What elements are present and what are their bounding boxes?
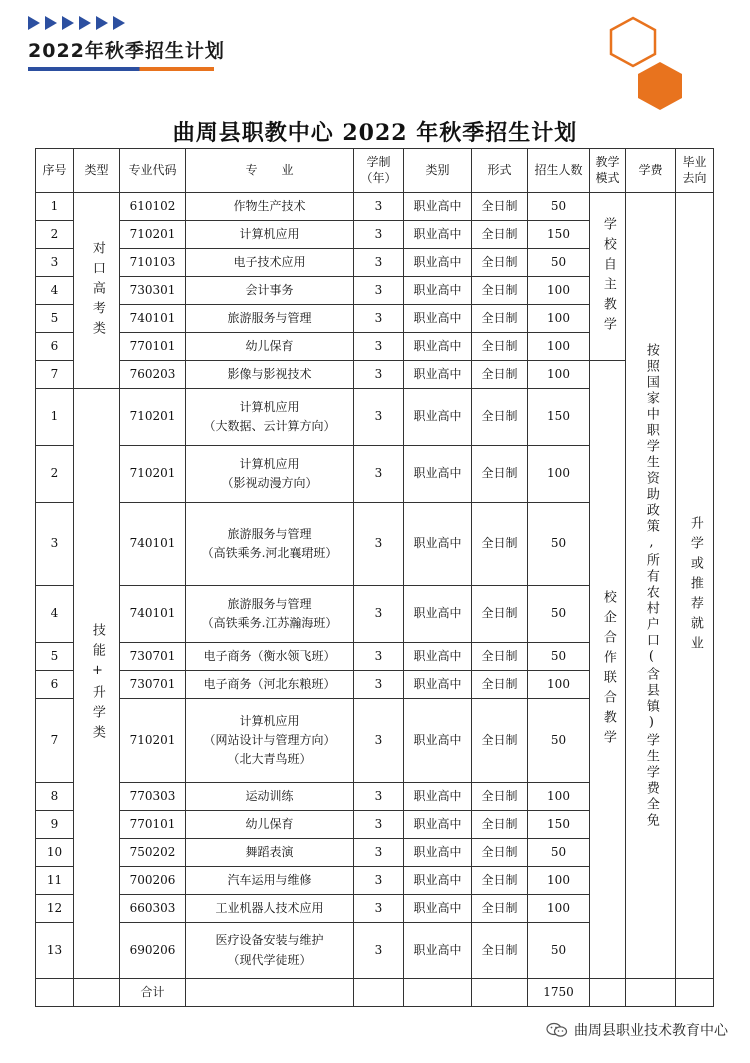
header-destination [676,149,714,193]
row-major-line: 幼儿保育 [245,816,294,831]
banner [28,16,225,71]
row-seq: 13 [36,923,74,979]
row-kind: 职业高中 [404,249,472,277]
total-empty [404,979,472,1007]
total-empty [74,979,120,1007]
row-major [186,305,354,333]
row-kind: 职业高中 [404,503,472,586]
row-seq: 9 [36,811,74,839]
row-code: 750202 [120,839,186,867]
total-empty [590,979,626,1007]
row-count: 50 [528,193,590,221]
row-form: 全日制 [472,586,528,643]
row-major [186,586,354,643]
row-major-line: 计算机应用 [239,713,300,728]
wechat-icon [546,1022,568,1038]
row-form: 全日制 [472,643,528,671]
row-count: 50 [528,923,590,979]
row-code: 710201 [120,446,186,503]
row-form: 全日制 [472,333,528,361]
fee-policy: 按照国家中职学生资助政策,所有农村户口(含县镇)学生学费全免 [643,342,659,829]
arrow-icon [79,16,91,30]
row-years: 3 [354,699,404,783]
header-mode-line1: 教学 [595,154,620,169]
total-empty [472,979,528,1007]
row-kind: 职业高中 [404,361,472,389]
row-years: 3 [354,867,404,895]
row-seq: 6 [36,333,74,361]
row-major [186,895,354,923]
row-major-line: （高铁乘务.江苏瀚海班） [201,616,338,630]
row-major [186,643,354,671]
row-major [186,389,354,446]
row-code: 740101 [120,586,186,643]
header-seq: 序号 [36,149,74,193]
row-major [186,249,354,277]
row-kind: 职业高中 [404,221,472,249]
row-count: 150 [528,221,590,249]
row-major-line: 电子商务（河北东粮班） [203,676,336,691]
row-code: 710103 [120,249,186,277]
row-seq: 7 [36,361,74,389]
arrow-icon [96,16,108,30]
row-kind: 职业高中 [404,643,472,671]
row-count: 50 [528,586,590,643]
row-form: 全日制 [472,221,528,249]
row-kind: 职业高中 [404,895,472,923]
category-direct-exam-cell [74,193,120,389]
row-major [186,811,354,839]
banner-title: 2022年秋季招生计划 [28,40,225,62]
row-count: 100 [528,361,590,389]
enrollment-table [35,148,714,1007]
row-years: 3 [354,811,404,839]
total-empty [186,979,354,1007]
fee-policy-cell [626,193,676,979]
row-kind: 职业高中 [404,867,472,895]
row-years: 3 [354,503,404,586]
row-major [186,839,354,867]
row-seq: 5 [36,305,74,333]
teaching-mode-school: 学校自主教学 [600,216,616,337]
row-major-line: 幼儿保育 [245,338,294,353]
row-seq: 6 [36,671,74,699]
row-code: 730701 [120,643,186,671]
row-code: 730301 [120,277,186,305]
teaching-mode-cooperative: 校企合作联合教学 [600,589,616,750]
row-years: 3 [354,193,404,221]
row-code: 710201 [120,699,186,783]
row-major-line: （现代学徒班） [227,952,312,967]
arrow-icon [45,16,57,30]
row-major [186,361,354,389]
row-major [186,333,354,361]
row-seq: 1 [36,389,74,446]
document-title: 曲周县职教中心 2022 年秋季招生计划 [172,120,578,146]
row-years: 3 [354,446,404,503]
row-kind: 职业高中 [404,783,472,811]
row-years: 3 [354,895,404,923]
table-body [36,193,714,1007]
header-kind: 类别 [404,149,472,193]
row-form: 全日制 [472,446,528,503]
table-header-row [36,149,714,193]
header-mode [590,149,626,193]
row-code: 770101 [120,333,186,361]
row-code: 740101 [120,503,186,586]
row-years: 3 [354,783,404,811]
row-major-line: 影像与影视技术 [227,366,312,381]
row-major-line: 医疗设备安装与维护 [215,933,324,948]
row-major [186,923,354,979]
row-code: 710201 [120,221,186,249]
header-years-line1: 学制 [366,154,391,169]
header-code: 专业代码 [120,149,186,193]
table-row [36,361,714,389]
row-code: 740101 [120,305,186,333]
row-major-line: 会计事务 [245,282,294,297]
row-count: 100 [528,333,590,361]
total-empty [626,979,676,1007]
footer-account-name: 曲周县职业技术教育中心 [574,1023,728,1039]
row-major [186,193,354,221]
row-seq: 10 [36,839,74,867]
row-major-line: （北大青鸟班） [227,752,312,767]
row-major-line: 电子技术应用 [233,254,306,269]
row-count: 100 [528,671,590,699]
row-major [186,783,354,811]
header-major: 专 业 [186,149,354,193]
row-count: 50 [528,249,590,277]
banner-underline [28,67,214,71]
total-empty [36,979,74,1007]
row-code: 730701 [120,671,186,699]
category-direct-exam: 对口高考类 [89,240,105,341]
row-major [186,221,354,249]
row-years: 3 [354,923,404,979]
row-kind: 职业高中 [404,839,472,867]
row-major-line: 计算机应用 [239,399,300,414]
row-years: 3 [354,221,404,249]
row-kind: 职业高中 [404,671,472,699]
row-major-line: （高铁乘务.河北襄珺班） [201,546,338,560]
row-count: 100 [528,277,590,305]
header-mode-line2: 模式 [595,170,620,185]
header-category: 类型 [74,149,120,193]
row-major-line: 作物生产技术 [233,198,306,213]
row-code: 610102 [120,193,186,221]
row-form: 全日制 [472,867,528,895]
total-count: 1750 [528,979,590,1007]
row-major-line: 工业机器人技术应用 [215,900,324,915]
row-code: 770101 [120,811,186,839]
row-major-line: 舞蹈表演 [245,844,294,859]
row-count: 50 [528,643,590,671]
row-years: 3 [354,277,404,305]
row-form: 全日制 [472,249,528,277]
banner-arrows [28,16,225,30]
row-major-line: 旅游服务与管理 [227,310,312,325]
row-years: 3 [354,333,404,361]
row-kind: 职业高中 [404,193,472,221]
header-destination-line2: 去向 [682,170,707,185]
row-years: 3 [354,643,404,671]
row-major-line: 电子商务（衡水领飞班） [203,648,336,663]
row-seq: 4 [36,277,74,305]
header-form: 形式 [472,149,528,193]
row-count: 100 [528,783,590,811]
row-years: 3 [354,839,404,867]
row-form: 全日制 [472,811,528,839]
row-major [186,699,354,783]
row-kind: 职业高中 [404,305,472,333]
row-kind: 职业高中 [404,811,472,839]
row-code: 760203 [120,361,186,389]
category-skills-advance: 技能+升学类 [89,622,105,745]
row-form: 全日制 [472,389,528,446]
header-destination-line1: 毕业 [682,154,707,169]
row-form: 全日制 [472,895,528,923]
total-empty [354,979,404,1007]
row-count: 100 [528,867,590,895]
row-major-line: 汽车运用与维修 [227,872,312,887]
category-skills-advance-cell [74,389,120,979]
row-form: 全日制 [472,277,528,305]
row-major-line: 计算机应用 [239,226,300,241]
row-code: 700206 [120,867,186,895]
row-major-line: 旅游服务与管理 [227,526,312,541]
row-seq: 1 [36,193,74,221]
row-major-line: （网站设计与管理方向） [203,732,336,747]
row-count: 100 [528,446,590,503]
row-kind: 职业高中 [404,277,472,305]
row-code: 690206 [120,923,186,979]
row-seq: 2 [36,221,74,249]
teaching-mode-school-cell [590,193,626,361]
row-code: 770303 [120,783,186,811]
row-kind: 职业高中 [404,586,472,643]
row-kind: 职业高中 [404,923,472,979]
row-form: 全日制 [472,193,528,221]
total-empty [676,979,714,1007]
row-count: 100 [528,305,590,333]
row-seq: 12 [36,895,74,923]
header-years [354,149,404,193]
row-seq: 3 [36,503,74,586]
row-years: 3 [354,671,404,699]
teaching-mode-cooperative-cell [590,361,626,979]
row-major-line: 旅游服务与管理 [227,596,312,611]
row-seq: 5 [36,643,74,671]
row-count: 150 [528,389,590,446]
row-form: 全日制 [472,783,528,811]
row-count: 150 [528,811,590,839]
row-major-line: （大数据、云计算方向） [203,419,336,433]
row-form: 全日制 [472,699,528,783]
row-code: 660303 [120,895,186,923]
row-seq: 4 [36,586,74,643]
row-form: 全日制 [472,923,528,979]
row-years: 3 [354,586,404,643]
row-seq: 2 [36,446,74,503]
row-years: 3 [354,249,404,277]
row-count: 50 [528,699,590,783]
row-seq: 7 [36,699,74,783]
row-major [186,277,354,305]
graduate-destination-cell [676,193,714,979]
header-years-line2: （年） [360,170,397,185]
row-years: 3 [354,389,404,446]
row-count: 50 [528,503,590,586]
row-kind: 职业高中 [404,389,472,446]
footer-account [546,1020,728,1040]
row-form: 全日制 [472,839,528,867]
arrow-icon [28,16,40,30]
row-major [186,446,354,503]
table-row [36,193,714,221]
row-kind: 职业高中 [404,446,472,503]
row-form: 全日制 [472,503,528,586]
row-major [186,867,354,895]
row-seq: 3 [36,249,74,277]
arrow-icon [62,16,74,30]
row-code: 710201 [120,389,186,446]
row-major [186,671,354,699]
row-seq: 11 [36,867,74,895]
arrow-icon [113,16,125,30]
hexagon-decoration-icon [600,14,700,114]
total-label: 合计 [120,979,186,1007]
row-years: 3 [354,305,404,333]
row-count: 100 [528,895,590,923]
header-count: 招生人数 [528,149,590,193]
row-form: 全日制 [472,671,528,699]
row-seq: 8 [36,783,74,811]
row-major [186,503,354,586]
row-major-line: （影视动漫方向） [221,476,318,490]
row-years: 3 [354,361,404,389]
graduate-destination: 升学或推荐就业 [687,515,703,656]
row-form: 全日制 [472,361,528,389]
header-fee: 学费 [626,149,676,193]
row-count: 50 [528,839,590,867]
row-kind: 职业高中 [404,333,472,361]
total-row [36,979,714,1007]
row-form: 全日制 [472,305,528,333]
row-kind: 职业高中 [404,699,472,783]
row-major-line: 计算机应用 [239,456,300,471]
row-major-line: 运动训练 [245,788,294,803]
